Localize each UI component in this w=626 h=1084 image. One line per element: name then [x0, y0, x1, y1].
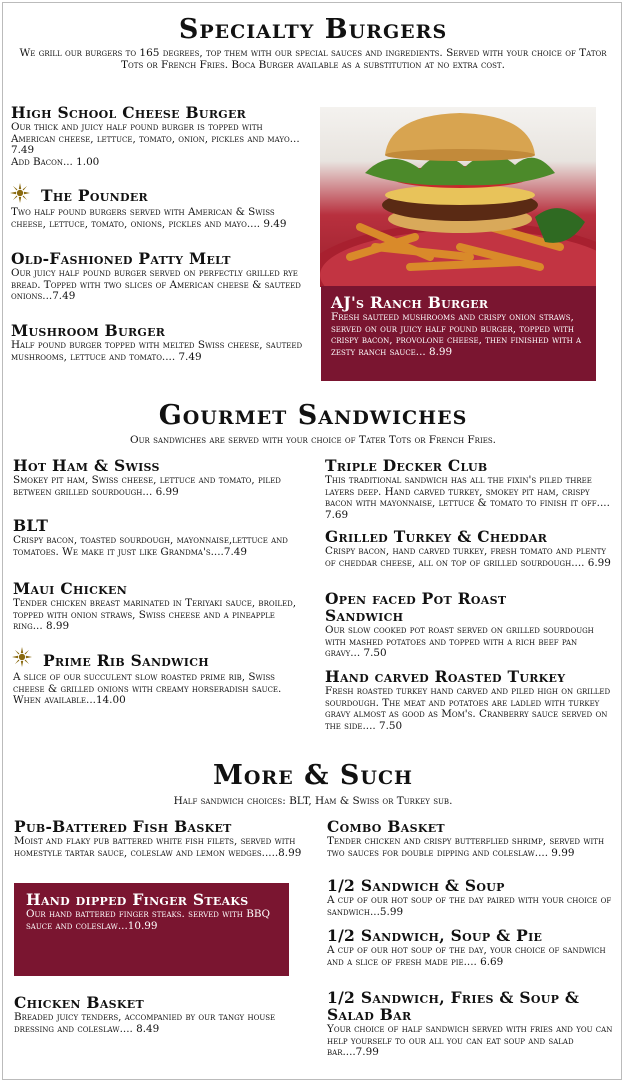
- item-desc: Breaded juicy tenders, accompanied by our tangy house dressing and coleslaw.... 8.49: [14, 1011, 276, 1035]
- item-name: Hand carved Roasted Turkey: [325, 667, 566, 686]
- item-desc: Our hand battered finger steaks. served with BBQ sauce and coleslaw...10.99: [26, 908, 270, 932]
- item-name: 1/2 Sandwich, Soup & Pie: [327, 926, 543, 945]
- item-name: Triple Decker Club: [325, 456, 488, 475]
- menu-item-half-sandwich-fries-soup-salad: [327, 989, 615, 1059]
- menu-item-maui-chicken: [13, 580, 303, 633]
- item-desc: Tender chicken breast marinated in Teriyaki sauce, broiled, topped with onion straws, Swiss cheese and a pineapple ring... 8.99: [13, 597, 297, 633]
- item-name: Chicken Basket: [14, 993, 144, 1012]
- more-subtitle: Half sandwich choices: BLT, Ham & Swiss or Turkey sub.: [173, 795, 453, 807]
- menu-item-ajs-ranch-burger: [331, 294, 589, 358]
- item-name: 1/2 Sandwich, Fries & Soup & Salad Bar: [327, 988, 580, 1024]
- menu-item-mushroom-burger: [11, 322, 306, 363]
- menu-item-pot-roast: [325, 590, 615, 660]
- item-desc: Your choice of half sandwich served with fries and you can help yourself to our all you can eat soup and salad bar....7.99: [327, 1023, 613, 1059]
- item-extra: Add Bacon... 1.00: [11, 155, 100, 168]
- item-desc: Smokey pit ham, Swiss cheese, lettuce and tomato, piled between grilled sourdough... 6.99: [13, 474, 281, 498]
- feature-box-finger-steaks: [14, 883, 289, 976]
- sunburst-icon: [12, 647, 32, 667]
- item-name: 1/2 Sandwich & Soup: [327, 876, 505, 895]
- sunburst-icon: [10, 183, 30, 203]
- menu-item-high-school-cheese-burger: [11, 104, 306, 168]
- burgers-title: Specialty Burgers: [178, 14, 448, 45]
- menu-item-half-sandwich-soup-pie: [327, 927, 615, 968]
- item-desc: Our thick and juicy half pound burger is topped with American cheese, lettuce, tomato, onion, pickles and mayo... 7.49: [11, 121, 300, 157]
- item-name: Old-Fashioned Patty Melt: [11, 249, 231, 268]
- sandwiches-title: Gourmet Sandwiches: [158, 400, 468, 431]
- item-name: Combo Basket: [327, 817, 445, 836]
- menu-item-blt: [13, 517, 303, 558]
- item-name: Hand dipped Finger Steaks: [26, 890, 249, 909]
- item-name: Open faced Pot Roast Sandwich: [325, 589, 507, 625]
- item-name: Hot Ham & Swiss: [13, 456, 160, 475]
- item-name: High School Cheese Burger: [11, 103, 247, 122]
- menu-item-chicken-basket: [14, 994, 309, 1035]
- item-desc: Moist and flaky pub battered white fish filets, served with homestyle tartar sauce, coleslaw and lemon wedges.....8.99: [14, 835, 302, 859]
- item-desc: Fresh roasted turkey hand carved and piled high on grilled sourdough. The meat and potatoes are ladled with turkey gravy almost as good as Mom's. Cranberry sauce served on the side.... 7.50: [325, 685, 611, 732]
- item-desc: Tender chicken and crispy butterflied shrimp, served with two sauces for double dipping and coleslaw.... 9.99: [327, 835, 605, 859]
- menu-item-triple-decker-club: [325, 457, 615, 521]
- menu-item-prime-rib-title: [43, 652, 303, 669]
- menu-item-finger-steaks: [26, 891, 281, 932]
- menu-item-fish-basket: [14, 818, 309, 859]
- menu-item-the-pounder-title: [41, 187, 306, 204]
- item-name: The Pounder: [41, 186, 148, 205]
- item-name: Prime Rib Sandwich: [43, 651, 209, 670]
- menu-item-roasted-turkey: [325, 668, 615, 732]
- item-desc: Crispy bacon, hand carved turkey, fresh tomato and plenty of cheddar cheese, all on top of grilled sourdough.... 6.99: [325, 545, 611, 569]
- menu-item-prime-rib: [13, 671, 303, 707]
- item-desc: Half pound burger topped with melted Swiss cheese, sauteed mushrooms, lettuce and tomato.... 7.49: [11, 339, 303, 363]
- item-desc: Crispy bacon, toasted sourdough, mayonnaise,lettuce and tomatoes. We make it just like Grandma's....7.49: [13, 534, 288, 558]
- item-desc: Two half pound burgers served with American & Swiss cheese, lettuce, tomato, onions, pickles and mayo.... 9.49: [11, 206, 287, 230]
- burger-photo: [320, 107, 596, 287]
- item-desc: Our slow cooked pot roast served on grilled sourdough with mashed potatoes and topped with a rich beef pan gravy... 7.50: [325, 624, 594, 660]
- item-name: AJ's Ranch Burger: [331, 293, 489, 312]
- menu-item-hot-ham-swiss: [13, 457, 303, 498]
- item-name: Maui Chicken: [13, 579, 128, 598]
- item-name: Grilled Turkey & Cheddar: [325, 527, 548, 546]
- item-name: Pub-Battered Fish Basket: [14, 817, 232, 836]
- feature-box-ajs-ranch-burger: [321, 286, 596, 381]
- item-name: BLT: [13, 516, 49, 535]
- menu-item-combo-basket: [327, 818, 615, 859]
- item-desc: A slice of our succulent slow roasted prime rib, Swiss cheese & grilled onions with creamy horseradish sauce. When available...14.00: [13, 671, 282, 707]
- item-desc: Fresh sauteed mushrooms and crispy onion straws, served on our juicy half pound burger, topped with crispy bacon, provolone cheese, then finished with a zesty ranch sauce... 8.99: [331, 311, 582, 358]
- more-title: More & Such: [212, 760, 414, 791]
- item-name: Mushroom Burger: [11, 321, 166, 340]
- item-desc: Our juicy half pound burger served on perfectly grilled rye bread. Topped with two slices of American cheese & sauteed onions...7.49: [11, 267, 301, 303]
- item-desc: This traditional sandwich has all the fixin's piled three layers deep. Hand carved turkey, smokey pit ham, crispy bacon with mayonnaise, lettuce & tomato to finish it off.... 7.69: [325, 474, 610, 521]
- burgers-subtitle: We grill our burgers to 165 degrees, top them with our special sauces and ingredients. Served with your choice of Tator Tots or French Fries. Boca Burger available as a substitution at no extra cost.: [19, 47, 607, 71]
- menu-item-patty-melt: [11, 250, 306, 303]
- menu-item-grilled-turkey-cheddar: [325, 528, 615, 569]
- menu-item-the-pounder: [11, 206, 306, 230]
- item-desc: A cup of our hot soup of the day, your choice of sandwich and a slice of fresh made pie.... 6.69: [327, 944, 606, 968]
- sandwiches-subtitle: Our sandwiches are served with your choice of Tater Tots or French Fries.: [130, 434, 496, 446]
- menu-item-half-sandwich-soup: [327, 877, 615, 918]
- item-desc: A cup of our hot soup of the day paired with your choice of sandwich...5.99: [327, 894, 612, 918]
